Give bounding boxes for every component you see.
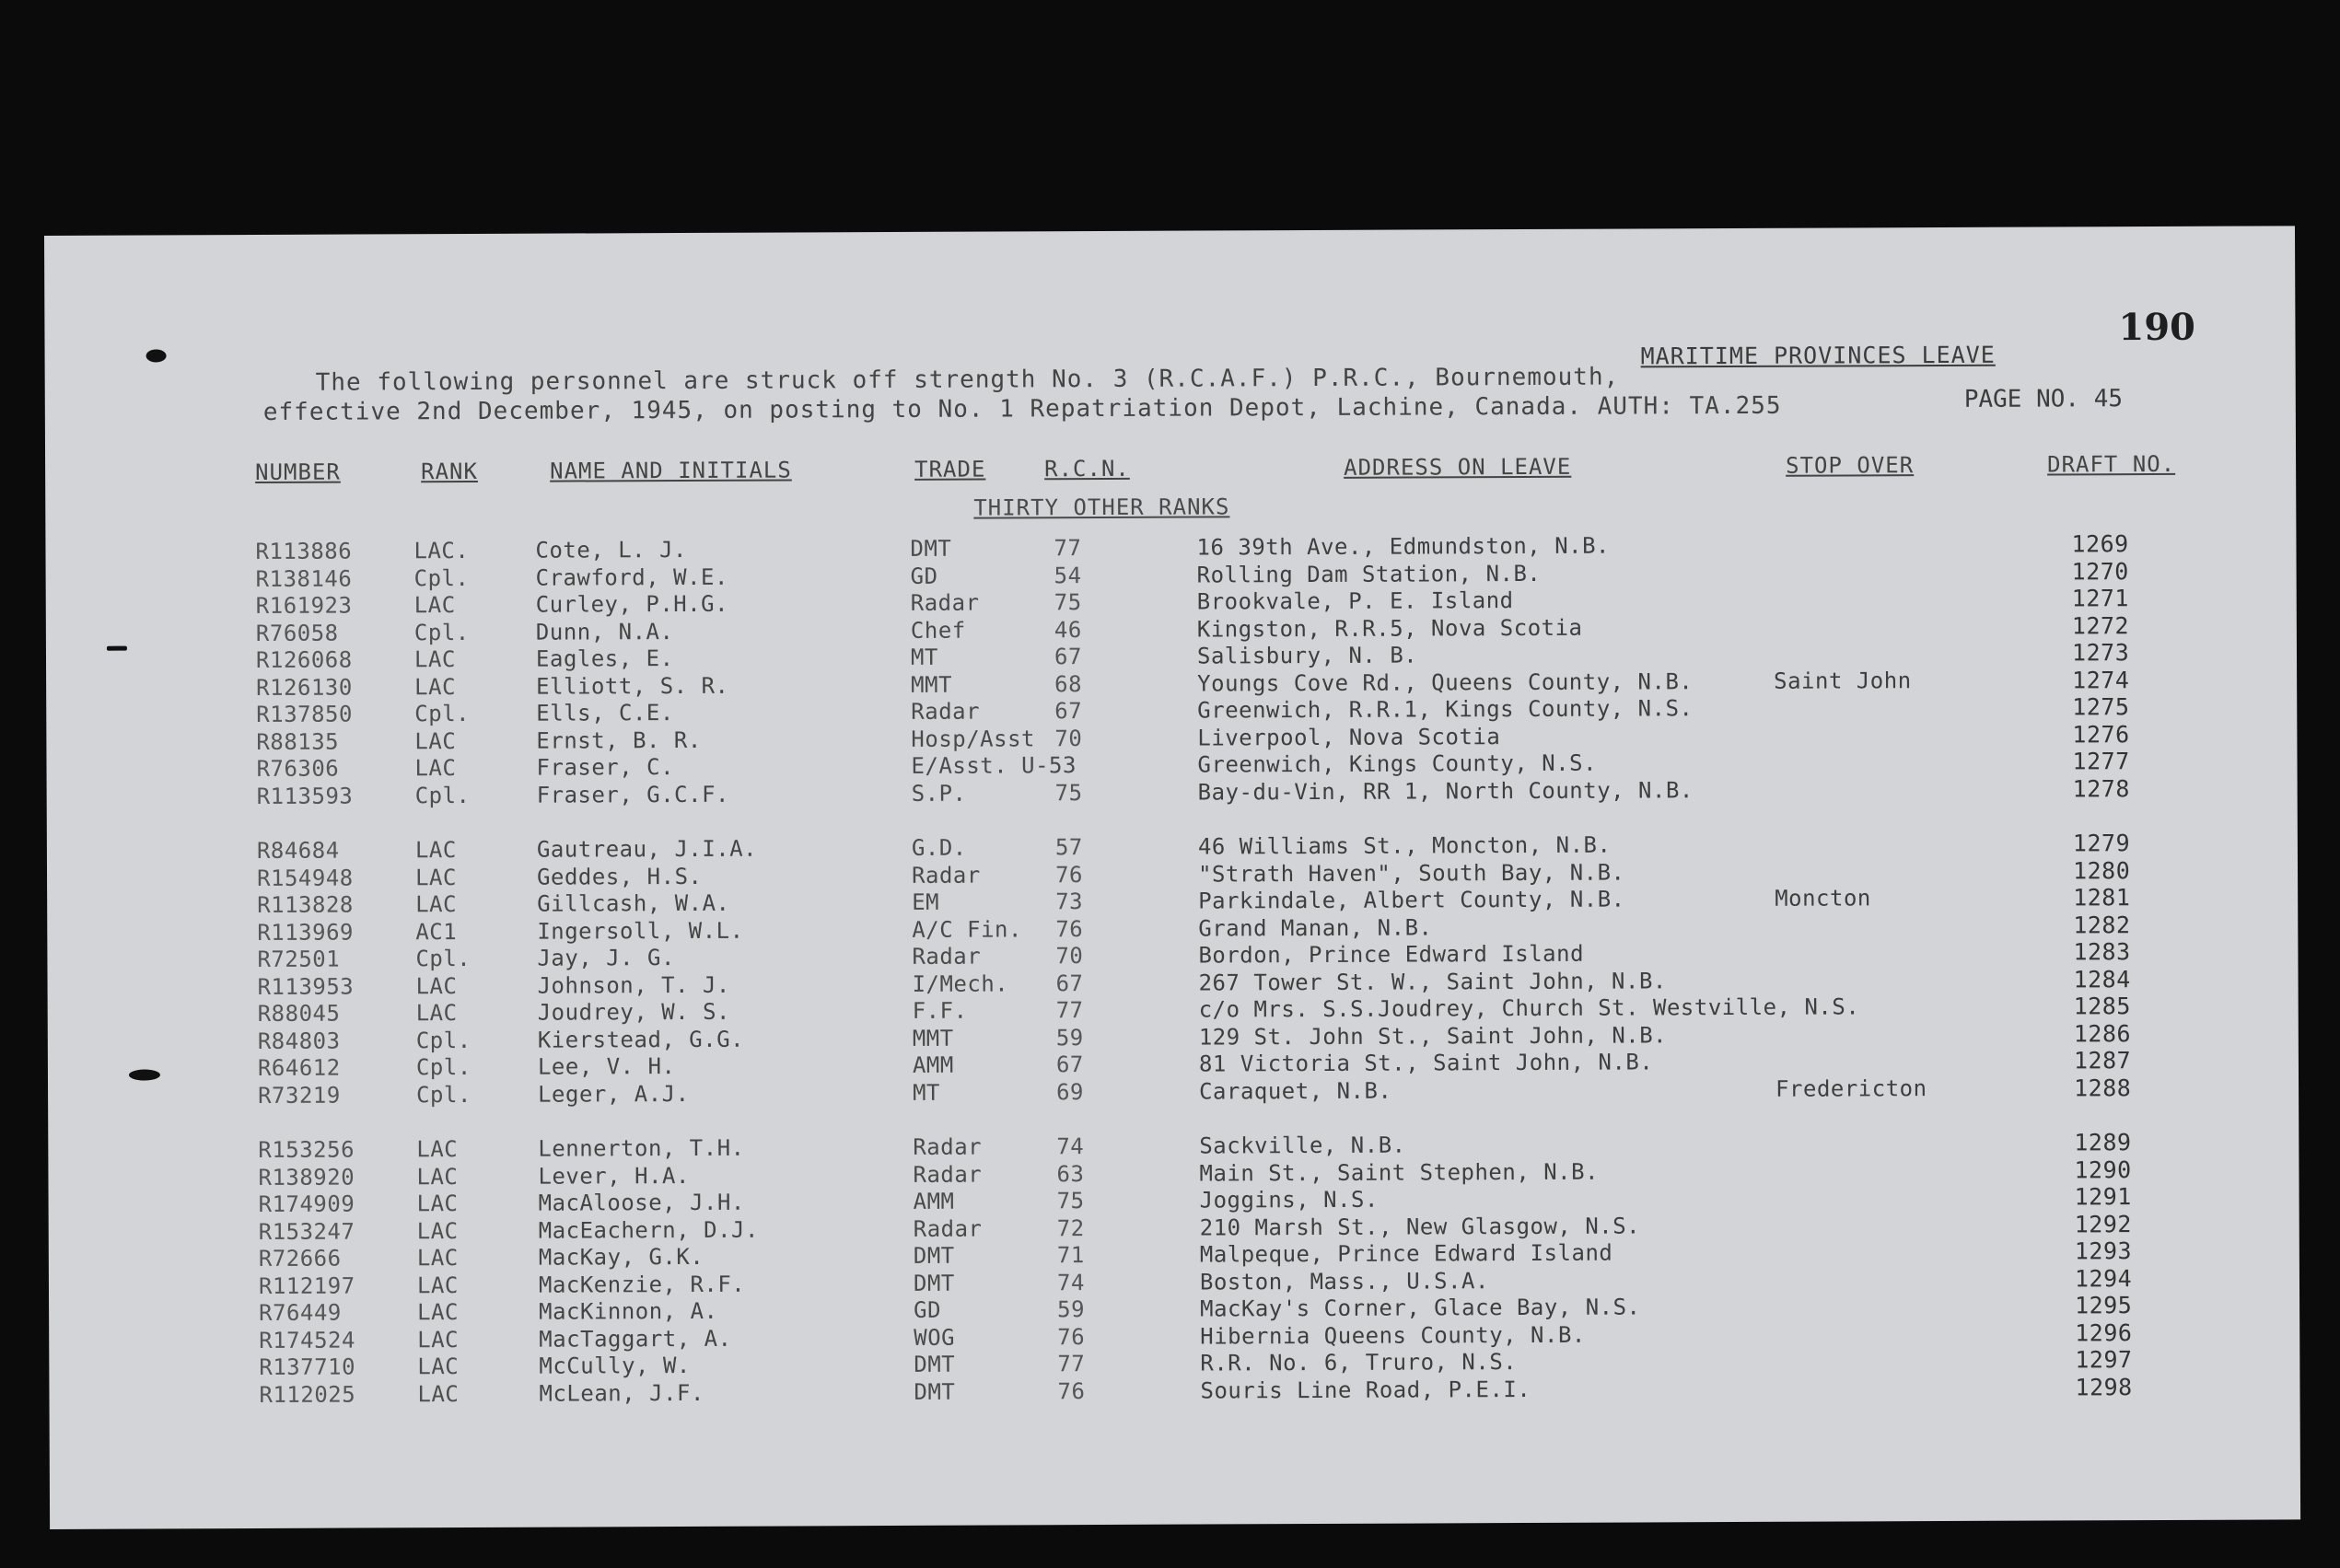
cell-trade: AMM <box>913 1188 955 1214</box>
cell-draft: 1272 <box>2071 611 2130 639</box>
cell-name: Elliott, S. R. <box>536 672 729 700</box>
cell-number: R138146 <box>255 565 353 592</box>
cell-address: Bordon, Prince Edward Island <box>1198 940 1585 969</box>
cell-rank: LAC <box>416 1136 459 1163</box>
cell-rcn: 46 <box>1054 616 1082 643</box>
cell-rank: LAC <box>416 1163 459 1190</box>
cell-number: R113828 <box>257 891 354 918</box>
cell-rank: LAC <box>416 1217 459 1244</box>
cell-address: c/o Mrs. S.S.Joudrey, Church St. Westville, N.S. <box>1198 993 1860 1023</box>
cell-name: Lee, V. H. <box>537 1053 676 1080</box>
cell-rank: Cpl. <box>413 564 470 591</box>
cell-rcn: 75 <box>1054 589 1082 616</box>
cell-trade: E/Asst. U-53 <box>911 752 1077 779</box>
cell-rank: LAC. <box>413 537 470 564</box>
cell-trade: Radar <box>910 589 980 616</box>
cell-rcn: 76 <box>1055 915 1084 942</box>
cell-trade: WOG <box>914 1324 956 1351</box>
column-header-stopover: STOP OVER <box>1786 452 1915 479</box>
cell-number: R138920 <box>258 1164 355 1191</box>
cell-name: Ells, C.E. <box>536 700 674 726</box>
cell-number: R153247 <box>258 1218 355 1245</box>
ink-blot <box>146 349 167 362</box>
cell-draft: 1274 <box>2072 666 2130 693</box>
cell-number: R73219 <box>258 1082 341 1109</box>
cell-rank: LAC <box>413 592 456 619</box>
cell-address: Youngs Cove Rd., Queens County, N.B. <box>1197 668 1694 697</box>
cell-draft: 1291 <box>2074 1183 2132 1211</box>
cell-number: R154948 <box>256 865 354 891</box>
cell-draft: 1282 <box>2073 911 2131 938</box>
cell-trade: DMT <box>914 1378 956 1405</box>
cell-rank: LAC <box>416 1245 459 1272</box>
cell-name: Gautreau, J.I.A. <box>536 835 758 863</box>
cell-draft: 1270 <box>2071 557 2129 585</box>
cell-rcn: 75 <box>1056 1188 1085 1214</box>
cell-stopover: Moncton <box>1775 885 1871 912</box>
cell-trade: AMM <box>912 1051 954 1078</box>
cell-address: Liverpool, Nova Scotia <box>1197 723 1501 751</box>
cell-rank: LAC <box>415 891 458 918</box>
cell-number: R76306 <box>256 755 340 782</box>
cell-rcn: 67 <box>1054 644 1082 670</box>
cell-trade: Radar <box>913 1161 983 1188</box>
cell-trade: F.F. <box>912 997 968 1024</box>
cell-rcn: 59 <box>1055 1024 1084 1051</box>
cell-trade: MT <box>913 1079 941 1106</box>
page-number: 190 <box>2118 305 2196 350</box>
column-header-rcn: R.C.N. <box>1044 455 1130 482</box>
cell-rank: LAC <box>416 1191 459 1217</box>
cell-number: R112197 <box>258 1272 355 1299</box>
cell-name: Jay, J. G. <box>537 945 675 971</box>
cell-rank: LAC <box>415 1000 458 1027</box>
cell-draft: 1293 <box>2074 1237 2133 1265</box>
cell-rcn: 63 <box>1056 1160 1085 1187</box>
cell-name: Lever, H.A. <box>538 1162 690 1190</box>
cell-draft: 1275 <box>2072 693 2130 721</box>
cell-draft: 1290 <box>2074 1156 2132 1183</box>
cell-rcn: 77 <box>1057 1351 1086 1377</box>
cell-number: R153256 <box>258 1136 355 1163</box>
cell-draft: 1271 <box>2071 585 2130 612</box>
cell-name: Geddes, H.S. <box>536 863 703 890</box>
cell-rcn: 72 <box>1056 1214 1085 1241</box>
cell-rcn: 73 <box>1055 889 1084 915</box>
cell-rcn: 75 <box>1054 779 1083 806</box>
cell-rcn: 67 <box>1055 1051 1084 1078</box>
cell-number: R72666 <box>258 1245 342 1272</box>
cell-trade: A/C Fin. <box>912 915 1022 943</box>
cell-draft: 1292 <box>2074 1210 2132 1237</box>
cell-address: Caraquet, N.B. <box>1199 1077 1392 1105</box>
cell-trade: MMT <box>911 671 953 698</box>
cell-rank: Cpl. <box>414 782 471 808</box>
cell-name: Ingersoll, W.L. <box>537 917 744 945</box>
cell-number: R64612 <box>257 1054 341 1081</box>
cell-rcn: 57 <box>1054 834 1083 861</box>
cell-rank: LAC <box>417 1380 460 1407</box>
cell-rcn: 76 <box>1054 861 1084 888</box>
cell-trade: Radar <box>911 698 981 725</box>
cell-name: Joudrey, W. S. <box>537 998 731 1026</box>
cell-trade: DMT <box>914 1351 956 1377</box>
cell-number: R113953 <box>257 973 355 1000</box>
cell-address: Rolling Dam Station, N.B. <box>1196 560 1542 588</box>
cell-address: 16 39th Ave., Edmundston, N.B. <box>1196 532 1611 561</box>
cell-number: R84803 <box>257 1028 341 1054</box>
cell-number: R137710 <box>259 1353 356 1380</box>
cell-address: 46 Williams St., Moncton, N.B. <box>1197 831 1612 860</box>
cell-rank: LAC <box>415 972 458 999</box>
cell-number: R174909 <box>258 1191 355 1217</box>
cell-draft: 1298 <box>2075 1373 2133 1400</box>
cell-name: Cote, L. J. <box>535 536 688 563</box>
cell-rank: LAC <box>414 837 457 864</box>
cell-rcn: 54 <box>1054 562 1082 588</box>
cell-draft: 1276 <box>2072 720 2130 748</box>
cell-draft: 1287 <box>2073 1047 2132 1074</box>
cell-address: 129 St. John St., Saint John, N.B. <box>1198 1021 1668 1051</box>
cell-draft: 1297 <box>2075 1346 2133 1374</box>
cell-address: Greenwich, Kings County, N.S. <box>1197 749 1598 778</box>
cell-number: R113593 <box>256 783 354 809</box>
cell-name: MacKinnon, A. <box>539 1297 718 1325</box>
cell-rcn: 70 <box>1055 943 1084 970</box>
cell-rank: LAC <box>414 864 457 890</box>
cell-number: R137850 <box>256 701 353 728</box>
cell-address: Bay-du-Vin, RR 1, North County, N.B. <box>1197 776 1694 806</box>
cell-number: R76058 <box>255 620 339 646</box>
cell-trade: Chef <box>910 617 966 644</box>
leave-title: MARITIME PROVINCES LEAVE <box>1640 341 1996 370</box>
cell-rank: LAC <box>414 727 457 754</box>
cell-trade: DMT <box>913 1270 955 1296</box>
column-header-draft: DRAFT NO. <box>2047 450 2176 478</box>
cell-address: Parkindale, Albert County, N.B. <box>1198 886 1625 914</box>
cell-number: R84684 <box>256 837 340 864</box>
cell-draft: 1294 <box>2074 1264 2133 1292</box>
cell-address: 210 Marsh St., New Glasgow, N.S. <box>1199 1212 1641 1241</box>
cell-address: Main St., Saint Stephen, N.B. <box>1199 1158 1600 1187</box>
cell-name: Fraser, G.C.F. <box>536 781 730 808</box>
cell-name: Crawford, W.E. <box>535 563 728 591</box>
cell-draft: 1296 <box>2075 1318 2133 1346</box>
cell-name: Curley, P.H.G. <box>535 590 729 618</box>
cell-stopover: Fredericton <box>1775 1074 1927 1102</box>
column-header-trade: TRADE <box>914 456 986 482</box>
cell-rcn: 59 <box>1057 1296 1086 1323</box>
cell-trade: GD <box>914 1296 942 1323</box>
cell-trade: MMT <box>912 1025 954 1051</box>
cell-name: MacEachern, D.J. <box>538 1216 759 1244</box>
cell-name: Gillcash, W.A. <box>537 889 730 917</box>
cell-number: R88135 <box>256 728 340 755</box>
cell-draft: 1283 <box>2073 938 2131 966</box>
cell-stopover: Saint John <box>1774 667 1912 694</box>
cell-draft: 1295 <box>2075 1292 2133 1319</box>
cell-rcn: 74 <box>1056 1269 1085 1295</box>
cell-rcn: 69 <box>1056 1078 1085 1105</box>
cell-rcn: 68 <box>1054 670 1083 697</box>
cell-number: R88045 <box>257 1000 341 1027</box>
cell-name: McLean, J.F. <box>539 1379 704 1407</box>
cell-number: R113886 <box>255 538 353 565</box>
cell-draft: 1278 <box>2072 774 2130 802</box>
cell-rank: Cpl. <box>415 945 471 972</box>
group-title: THIRTY OTHER RANKS <box>973 494 1230 521</box>
cell-number: R126130 <box>256 674 353 701</box>
cell-name: Johnson, T. J. <box>537 971 730 999</box>
cell-address: Brookvale, P. E. Island <box>1196 587 1514 615</box>
cell-trade: Radar <box>913 1133 983 1160</box>
cell-number: R174524 <box>259 1327 355 1353</box>
cell-trade: Radar <box>913 1215 983 1242</box>
document-page <box>44 226 2300 1529</box>
cell-name: Lennerton, T.H. <box>538 1134 745 1162</box>
cell-rank: LAC <box>413 646 456 673</box>
cell-draft: 1285 <box>2073 993 2131 1020</box>
cell-draft: 1269 <box>2071 530 2129 558</box>
cell-trade: DMT <box>913 1242 955 1269</box>
cell-rank: Cpl. <box>414 700 471 727</box>
cell-address: 267 Tower St. W., Saint John, N.B. <box>1198 967 1667 996</box>
column-header-rank: RANK <box>421 458 478 485</box>
cell-rcn: 71 <box>1056 1242 1085 1269</box>
cell-name: MacKay, G.K. <box>538 1243 704 1271</box>
cell-trade: G.D. <box>911 834 967 861</box>
cell-rank: LAC <box>417 1326 460 1353</box>
cell-rcn: 76 <box>1057 1377 1086 1404</box>
cell-address: MacKay's Corner, Glace Bay, N.S. <box>1200 1294 1641 1322</box>
cell-name: Eagles, E. <box>535 645 674 672</box>
cell-draft: 1281 <box>2073 884 2131 912</box>
cell-rcn: 76 <box>1057 1323 1086 1350</box>
cell-address: Grand Manan, N.B. <box>1198 913 1433 942</box>
cell-rcn: 67 <box>1055 970 1084 996</box>
cell-address: 81 Victoria St., Saint John, N.B. <box>1198 1049 1654 1077</box>
cell-name: MacKenzie, R.F. <box>538 1271 746 1298</box>
cell-address: R.R. No. 6, Truro, N.S. <box>1200 1349 1518 1376</box>
cell-name: Kierstead, G.G. <box>537 1026 745 1053</box>
cell-rank: AC1 <box>415 918 458 945</box>
cell-trade: DMT <box>910 535 952 562</box>
cell-address: Souris Line Road, P.E.I. <box>1200 1376 1531 1404</box>
cell-rank: LAC <box>414 755 457 782</box>
cell-address: "Strath Haven", South Bay, N.B. <box>1197 859 1625 888</box>
cell-number: R126068 <box>255 646 353 674</box>
intro-line-1: The following personnel are struck off strength No. 3 (R.C.A.F.) P.R.C., Bournemouth, <box>315 363 1620 397</box>
cell-name: Ernst, B. R. <box>536 726 702 754</box>
cell-rcn: 70 <box>1054 725 1083 751</box>
cell-address: Malpeque, Prince Edward Island <box>1199 1239 1613 1268</box>
cell-rcn: 67 <box>1054 698 1083 725</box>
column-header-address: ADDRESS ON LEAVE <box>1344 453 1572 481</box>
intro-line-2: effective 2nd December, 1945, on posting to No. 1 Repatriation Depot, Lachine, Canada. AUTH: TA.255 <box>262 391 1782 426</box>
cell-trade: Radar <box>912 943 982 970</box>
cell-rank: Cpl. <box>413 619 470 645</box>
column-header-name: NAME AND INITIALS <box>550 457 792 484</box>
cell-draft: 1279 <box>2072 830 2131 857</box>
cell-name: Fraser, C. <box>536 754 675 781</box>
cell-address: Joggins, N.S. <box>1199 1186 1379 1214</box>
cell-number: R112025 <box>259 1381 356 1408</box>
cell-rank: LAC <box>416 1272 459 1298</box>
cell-draft: 1286 <box>2073 1019 2132 1047</box>
page-no: PAGE NO. 45 <box>1963 385 2124 413</box>
cell-rank: LAC <box>417 1353 460 1380</box>
cell-address: Hibernia Queens County, N.B. <box>1200 1321 1586 1350</box>
cell-draft: 1280 <box>2072 856 2131 884</box>
cell-rank: LAC <box>414 673 457 700</box>
cell-name: Leger, A.J. <box>538 1080 690 1108</box>
cell-name: McCully, W. <box>539 1352 691 1379</box>
cell-trade: GD <box>910 563 938 589</box>
cell-trade: EM <box>912 889 940 915</box>
cell-rcn: 77 <box>1055 997 1084 1024</box>
column-header-number: NUMBER <box>255 459 341 486</box>
cell-trade: Radar <box>911 862 981 889</box>
cell-rank: Cpl. <box>416 1081 471 1108</box>
cell-address: Sackville, N.B. <box>1199 1132 1406 1159</box>
cell-name: Dunn, N.A. <box>535 618 674 645</box>
cell-draft: 1273 <box>2071 639 2130 667</box>
cell-name: MacTaggart, A. <box>539 1325 732 1353</box>
cell-rcn: 74 <box>1056 1133 1085 1160</box>
cell-number: R76449 <box>259 1299 342 1326</box>
cell-trade: I/Mech. <box>912 970 1009 997</box>
cell-address: Kingston, R.R.5, Nova Scotia <box>1196 614 1583 643</box>
cell-draft: 1277 <box>2072 748 2130 775</box>
cell-number: R72501 <box>257 946 341 972</box>
cell-address: Salisbury, N. B. <box>1196 642 1418 669</box>
cell-trade: S.P. <box>911 780 967 807</box>
cell-trade: MT <box>910 644 938 670</box>
cell-number: R113969 <box>257 919 355 946</box>
cell-rcn: 77 <box>1054 535 1082 562</box>
cell-number: R161923 <box>255 592 353 620</box>
cell-rank: LAC <box>417 1299 460 1326</box>
cell-rank: Cpl. <box>415 1053 471 1081</box>
cell-address: Greenwich, R.R.1, Kings County, N.S. <box>1197 695 1694 724</box>
cell-draft: 1289 <box>2074 1129 2132 1156</box>
cell-name: MacAloose, J.H. <box>538 1189 745 1216</box>
cell-draft: 1288 <box>2073 1074 2132 1101</box>
cell-address: Boston, Mass., U.S.A. <box>1199 1267 1489 1295</box>
cell-trade: Hosp/Asst <box>911 725 1035 752</box>
cell-rank: Cpl. <box>415 1027 471 1053</box>
cell-draft: 1284 <box>2073 965 2131 993</box>
